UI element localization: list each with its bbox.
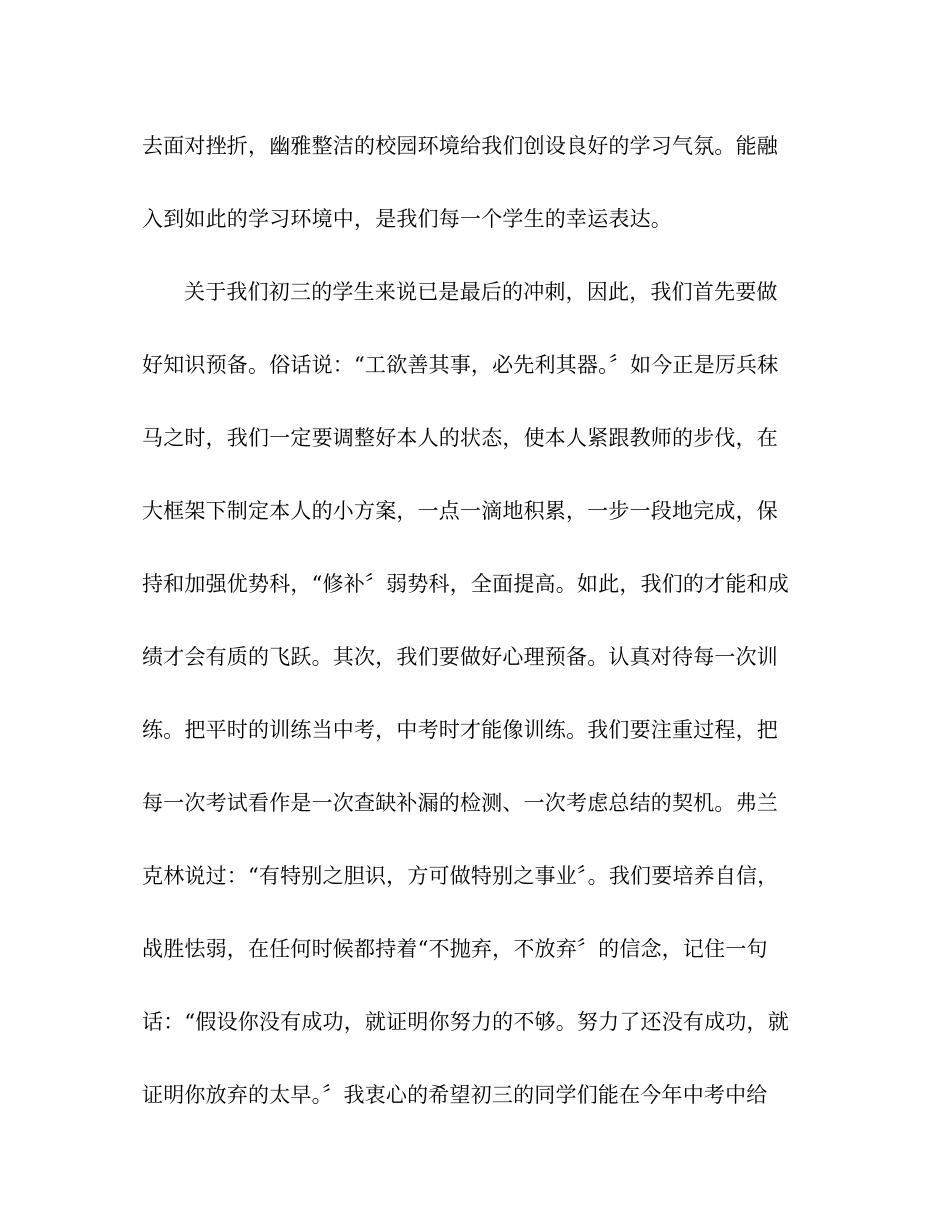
text-line-11: 克林说过：“有特别之胆识，方可做特别之事业〞。我们要培养自信， [142, 864, 779, 888]
text-line-13: 话：“假设你没有成功，就证明你努力的不够。努力了还没有成功，就 [142, 1010, 789, 1034]
text-line-2: 入到如此的学习环境中，是我们每一个学生的幸运表达。 [142, 207, 672, 231]
text-line-7: 持和加强优势科，“修补〞弱势科，全面提高。如此，我们的才能和成 [142, 572, 789, 596]
text-line-3: 关于我们初三的学生来说已是最后的冲刺，因此，我们首先要做 [184, 280, 778, 304]
text-line-4: 好知识预备。俗话说：“工欲善其事，必先利其器。〞如今正是厉兵秣 [142, 353, 779, 377]
text-line-10: 每一次考试看作是一次查缺补漏的检测、一次考虑总结的契机。弗兰 [142, 791, 778, 815]
text-line-8: 绩才会有质的飞跃。其次，我们要做好心理预备。认真对待每一次训 [142, 645, 778, 669]
text-line-6: 大框架下制定本人的小方案，一点一滴地积累，一步一段地完成，保 [142, 499, 778, 523]
text-line-5: 马之时，我们一定要调整好本人的状态，使本人紧跟教师的步伐，在 [142, 426, 778, 450]
text-line-12: 战胜怯弱，在任何时候都持着“不抛弃，不放弃〞的信念，记住一句 [142, 937, 768, 961]
text-line-9: 练。把平时的训练当中考，中考时才能像训练。我们要注重过程，把 [142, 718, 778, 742]
text-line-1: 去面对挫折，幽雅整洁的校园环境给我们创设良好的学习气氛。能融 [142, 134, 778, 158]
text-line-14: 证明你放弃的太早。〞我衷心的希望初三的同学们能在今年中考中给 [142, 1083, 768, 1107]
